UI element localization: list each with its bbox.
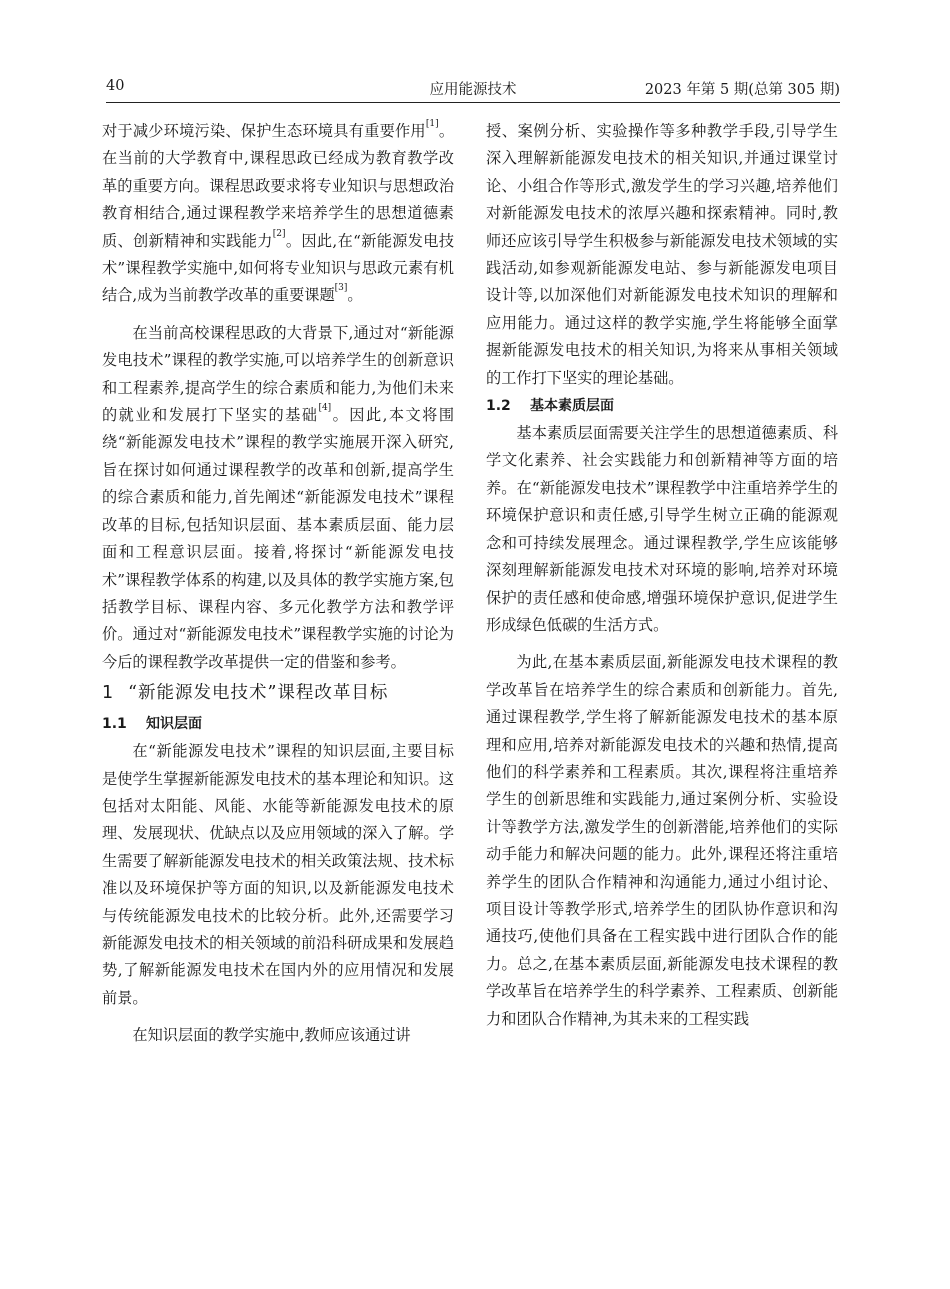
paragraph: 基本素质层面需要关注学生的思想道德素质、科学文化素养、社会实践能力和创新精神等方面的培养。在“新能源发电技术”课程教学中注重培养学生的环境保护意识和责任感,引导学生树立正确的能源观念和可持续发展理念。通过课程教学,学生应该能够深刻理解新能源发电技术对环境的影响,培养对环境保护的责任感和使命感,增强环境保护意识,促进学生形成绿色低碳的生活方式。 xyxy=(486,424,838,634)
paragraph: 在“新能源发电技术”课程的知识层面,主要目标是使学生掌握新能源发电技术的基本理论和知识。这包括对太阳能、风能、水能等新能源发电技术的原理、发展现状、优缺点以及应用领域的深入了解。学生需要了解新能源发电技术的相关政策法规、技术标准以及环境保护等方面的知识,以及新能源发电技术与传统能源发电技术的比较分析。此外,还需要学习新能源发电技术的相关领域的前沿科研成果和发展趋势,了解新能源发电技术在国内外的应用情况和发展前景。 xyxy=(102,742,454,1007)
right-column xyxy=(486,118,838,1033)
subsection-heading: 1.2 基本素质层面 xyxy=(486,398,614,415)
paragraph: 在知识层面的教学实施中,教师应该通过讲 xyxy=(132,1026,411,1045)
citation[interactable]: [2] xyxy=(272,228,286,239)
citation[interactable]: [1] xyxy=(425,119,439,129)
left-column xyxy=(102,118,454,1050)
subsection-heading: 1.1 知识层面 xyxy=(102,716,202,733)
page-number: 40 xyxy=(106,78,125,94)
running-header xyxy=(106,76,840,103)
paragraph: 为此,在基本素质层面,新能源发电技术课程的教学改革旨在培养学生的综合素质和创新能力。首先,通过课程教学,学生将了解新能源发电技术的基本原理和应用,培养对新能源发电技术的兴趣和热情,提高他们的科学素养和工程素质。其次,课程将注重培养学生的创新思维和实践能力,通过案例分析、实验设计等教学方法,激发学生的创新潜能,培养他们的实际动手能力和解决问题的能力。此外,课程还将注重培养学生的团队合作精神和沟通能力,通过小组讨论、项目设计等教学形式,培养学生的团队协作意识和沟通技巧,使他们具备在工程实践中进行团队合作的能力。总之,在基本素质层面,新能源发电技术课程的教学改革旨在培养学生的科学素养、工程素质、创新能力和团队合作精神,为其未来的工程实践 xyxy=(486,653,838,1028)
paragraph: 在当前高校课程思政的大背景下,通过对“新能源发电技术”课程的教学实施,可以培养学生的创新意识和工程素养,提高学生的综合素质和能力,为他们未来的就业和发展打下坚实的基础[4]。因此,本文将围绕“新能源发电技术”课程的教学实施展开深入研究,旨在探讨如何通过课程教学的改革和创新,提高学生的综合素质和能力,首先阐述“新能源发电技术”课程改革的目标,包括知识层面、基本素质层面、能力层面和工程意识层面。接着,将探讨“新能源发电技术”课程教学体系的构建,以及具体的教学实施方案,包括教学目标、课程内容、多元化教学方法和教学评价。通过对“新能源发电技术”课程教学实施的讨论为今后的课程教学改革提供一定的借鉴和参考。 xyxy=(102,323,455,671)
citation[interactable]: [3] xyxy=(334,283,348,294)
paragraph: 对于减少环境污染、保护生态环境具有重要作用[1]。在当前的大学教育中,课程思政已经成为教育教学改革的重要方向。课程思政要求将专业知识与思想政治教育相结合,通过课程教学来培养学生的思想道德素质、创新精神和实践能力[2]。因此,在“新能源发电技术”课程教学实施中,如何将专业知识与思政元素有机结合,成为当前教学改革的重要课题[3]。 xyxy=(102,119,455,305)
citation[interactable]: [4] xyxy=(318,403,332,414)
issue-info: 2023 年第 5 期(总第 305 期) xyxy=(644,82,840,98)
journal-title: 应用能源技术 xyxy=(429,82,517,98)
paragraph: 授、案例分析、实验操作等多种教学手段,引导学生深入理解新能源发电技术的相关知识,并通过课堂讨论、小组合作等形式,激发学生的学习兴趣,培养他们对新能源发电技术的浓厚兴趣和探索精神。同时,教师还应该引导学生积极参与新能源发电技术领域的实践活动,如参观新能源发电站、参与新能源发电项目设计等,以加深他们对新能源发电技术知识的理解和应用能力。通过这样的教学实施,学生将能够全面掌握新能源发电技术的相关知识,为将来从事相关领域的工作打下坚实的理论基础。 xyxy=(486,122,838,387)
section-heading: 1 “新能源发电技术”课程改革目标 xyxy=(102,683,389,704)
